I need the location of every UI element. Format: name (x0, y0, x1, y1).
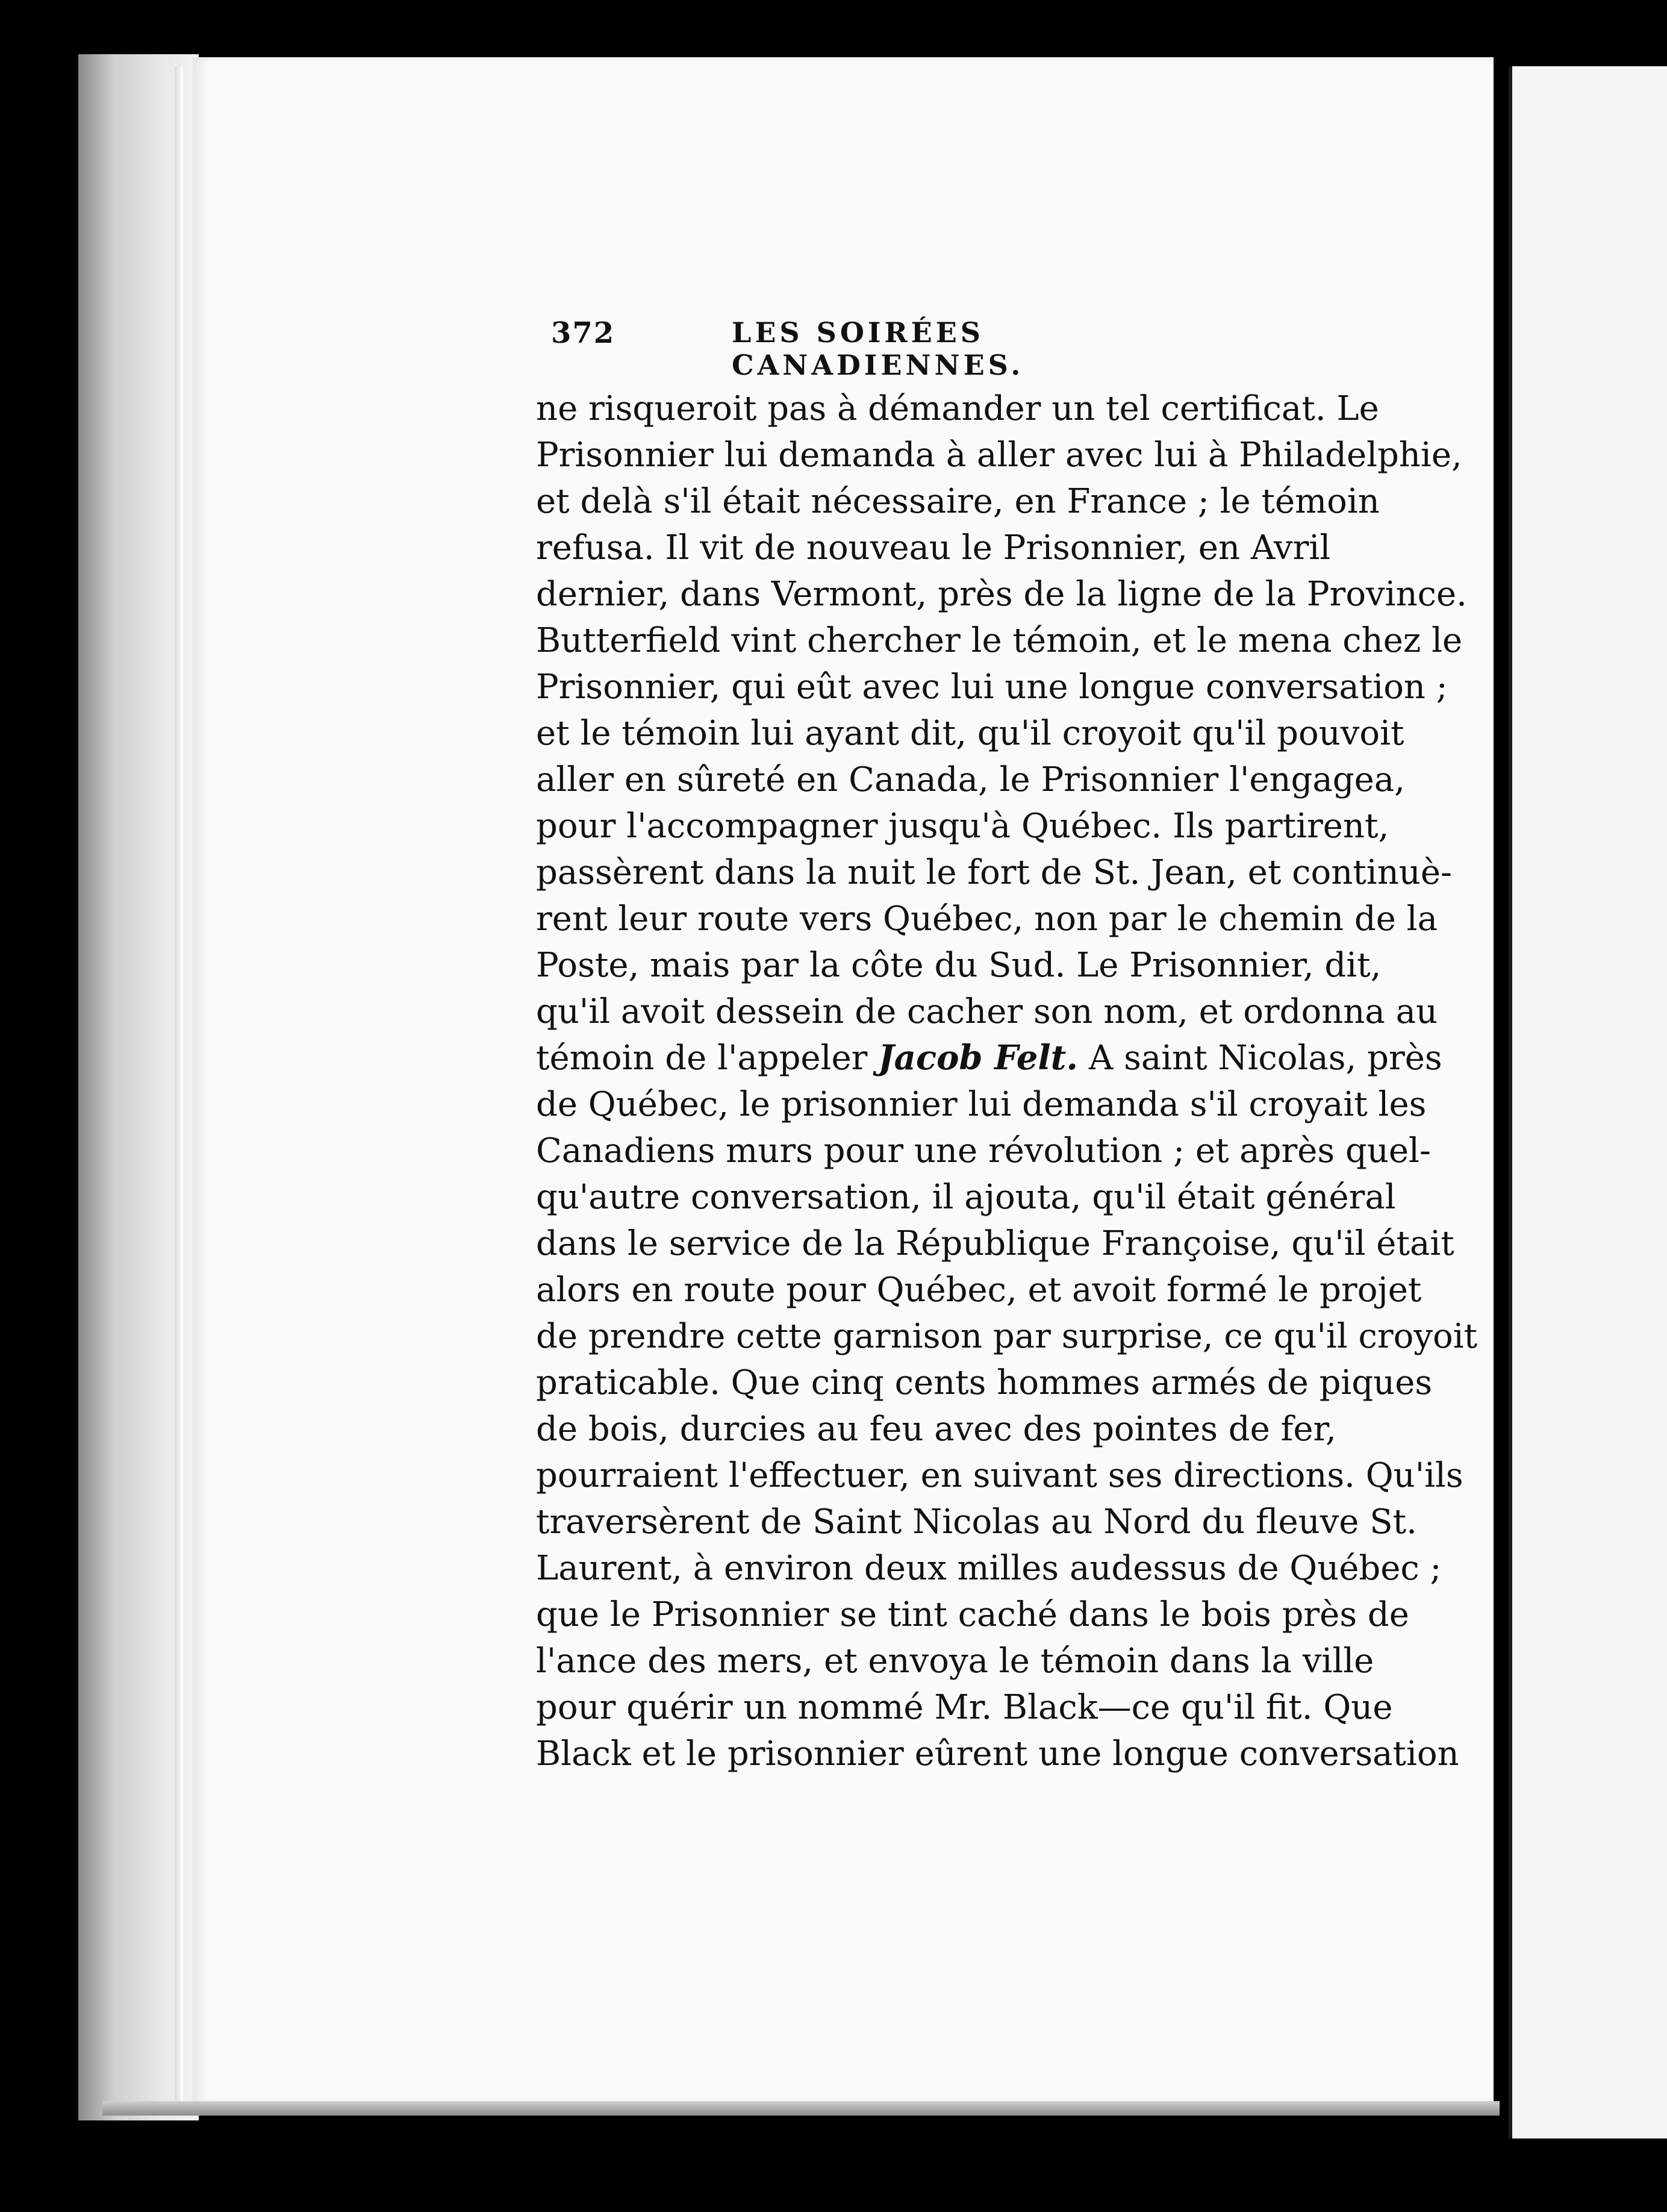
text-line: et delà s'il était nécessaire, en France ; le témoin (536, 482, 1380, 521)
running-head: LES SOIRÉES CANADIENNES. (732, 316, 1024, 381)
text-line: alors en route pour Québec, et avoit formé le projet (536, 1270, 1422, 1310)
text-fragment: A saint Nicolas, près (1078, 1039, 1442, 1078)
next-page-edge (1509, 66, 1667, 2139)
text-line: pourraient l'effectuer, en suivant ses directions. Qu'ils (536, 1456, 1463, 1495)
text-line: passèrent dans la nuit le fort de St. Jean, et continuè- (536, 853, 1452, 892)
text-line: et le témoin lui ayant dit, qu'il croyoit qu'il pouvoit (536, 714, 1404, 753)
text-line: Prisonnier, qui eût avec lui une longue conversation ; (536, 667, 1448, 707)
text-line: Prisonnier lui demanda à aller avec lui à Philadelphie, (536, 436, 1462, 475)
text-line: traversèrent de Saint Nicolas au Nord du fleuve St. (536, 1502, 1417, 1542)
text-line: aller en sûreté en Canada, le Prisonnier l'engagea, (536, 760, 1405, 799)
text-line: qu'il avoit dessein de cacher son nom, et ordonna au (536, 992, 1438, 1031)
page-header (551, 316, 1177, 381)
text-line: Canadiens murs pour une révolution ; et après quel- (536, 1131, 1431, 1170)
page-number: 372 (551, 316, 615, 350)
text-line-with-italic (536, 1035, 1442, 1081)
text-line: de prendre cette garnison par surprise, ce qu'il croyoit (536, 1317, 1478, 1356)
text-line: pour quérir un nommé Mr. Black—ce qu'il fit. Que (536, 1688, 1393, 1727)
text-line: refusa. Il vit de nouveau le Prisonnier, en Avril (536, 528, 1331, 567)
text-line: dernier, dans Vermont, près de la ligne de la Province. (536, 575, 1467, 614)
text-line: pour l'accompagner jusqu'à Québec. Ils partirent, (536, 807, 1389, 846)
page-fold-shadow (175, 66, 183, 2102)
text-line: Laurent, à environ deux milles audessus de Québec ; (536, 1549, 1442, 1588)
text-line: praticable. Que cinq cents hommes armés de piques (536, 1363, 1433, 1402)
text-fragment: témoin de l'appeler (536, 1039, 879, 1078)
italic-name: Jacob Felt. (878, 1038, 1079, 1078)
text-line: de bois, durcies au feu avec des pointes de fer, (536, 1410, 1336, 1449)
text-line: Butterfield vint chercher le témoin, et le mena chez le (536, 621, 1463, 660)
text-line: de Québec, le prisonnier lui demanda s'il croyait les (536, 1085, 1427, 1124)
text-line: rent leur route vers Québec, non par le chemin de la (536, 899, 1438, 939)
text-line: l'ance des mers, et envoya le témoin dans la ville (536, 1642, 1374, 1681)
body-text (536, 386, 1478, 1777)
text-line: qu'autre conversation, il ajouta, qu'il était général (536, 1178, 1396, 1217)
text-line: ne risqueroit pas à démander un tel certificat. Le (536, 389, 1379, 428)
text-line: Poste, mais par la côte du Sud. Le Prisonnier, dit, (536, 946, 1382, 985)
text-line: dans le service de la République Françoise, qu'il était (536, 1224, 1454, 1263)
text-line: que le Prisonnier se tint caché dans le bois près de (536, 1595, 1409, 1634)
text-line: Black et le prisonnier eûrent une longue conversation (536, 1734, 1459, 1773)
book-bottom-edge (102, 2101, 1500, 2116)
